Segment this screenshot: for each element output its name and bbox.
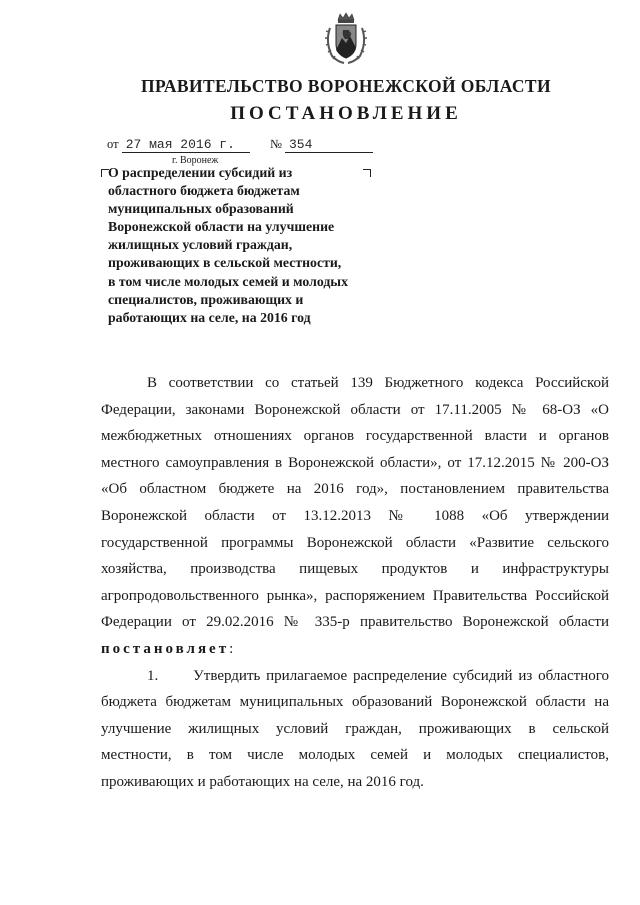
org-title: ПРАВИТЕЛЬСТВО ВОРОНЕЖСКОЙ ОБЛАСТИ <box>140 76 552 96</box>
document-type: ПОСТАНОВЛЕНИЕ <box>230 103 462 124</box>
resolves-colon: : <box>229 640 234 657</box>
preamble-line: местного самоуправления в Воронежской области», от 17.12.2015 № 200-ОЗ <box>101 454 609 471</box>
subject-line: специалистов, проживающих и <box>108 291 304 307</box>
item-line: местности, в том числе молодых семей и молодых специалистов, <box>101 747 609 764</box>
subject-line: в том числе молодых семей и молодых <box>108 273 348 289</box>
date-field <box>122 137 250 153</box>
preamble-line: В соответствии со статьей 139 Бюджетного кодекса Российской <box>147 375 609 391</box>
city-label: г. Воронеж <box>172 155 219 166</box>
date-prefix: от <box>107 137 119 151</box>
subject-line: муниципальных образований <box>108 201 294 217</box>
subject-line: проживающих в сельской местности, <box>108 255 342 271</box>
item-line: проживающих и работающих на селе, на 2016 год. <box>101 773 424 790</box>
subject-block <box>108 164 398 327</box>
number-value: 354 <box>289 137 313 152</box>
item-text: Утвердить прилагаемое распределение субсидий из областного <box>193 667 610 684</box>
date-value: 27 мая 2016 г. <box>125 137 235 152</box>
number-field <box>285 137 373 153</box>
item-line: бюджета бюджетам муниципальных образований Воронежской области на <box>101 694 609 711</box>
preamble-line: Федерации, законами Воронежской области от 17.11.2005 № 68-ОЗ «О <box>101 401 609 418</box>
item-line: улучшение жилищных условий граждан, проживающих в сельской <box>101 720 609 737</box>
preamble-line: Воронежской области от 13.12.2013 № 1088 «Об утверждении <box>101 507 609 524</box>
preamble-line: государственной программы Воронежской области «Развитие сельского <box>101 534 609 551</box>
number-prefix: № <box>269 137 282 151</box>
item-line <box>101 663 609 690</box>
preamble-line: Федерации от 29.02.2016 № 335-р правительство Воронежской области <box>101 614 609 631</box>
voronezh-coat-of-arms-icon <box>324 12 368 66</box>
subject-line: работающих на селе, на 2016 год <box>108 309 311 325</box>
resolves-line <box>101 636 609 663</box>
subject-line: областного бюджета бюджетам <box>108 183 300 199</box>
subject-line: О распределении субсидий из <box>108 165 293 180</box>
preamble-line: межбюджетных отношениях органов государственной власти и органов <box>101 428 609 445</box>
subject-line: Воронежской области на улучшение <box>108 219 335 235</box>
resolves-word: постановляет <box>101 640 230 657</box>
preamble-line: хозяйства, производства пищевых продуктов и инфраструктуры <box>101 561 609 578</box>
date-number-row <box>107 137 373 153</box>
preamble-line: агропродовольственного рынка», распоряжением Правительства Российской <box>101 587 609 604</box>
subject-line: жилищных условий граждан, <box>108 237 293 253</box>
item-number: 1. <box>147 667 159 684</box>
body-text <box>101 370 609 796</box>
preamble-line: «Об областном бюджете на 2016 год», постановлением правительства <box>101 481 609 498</box>
